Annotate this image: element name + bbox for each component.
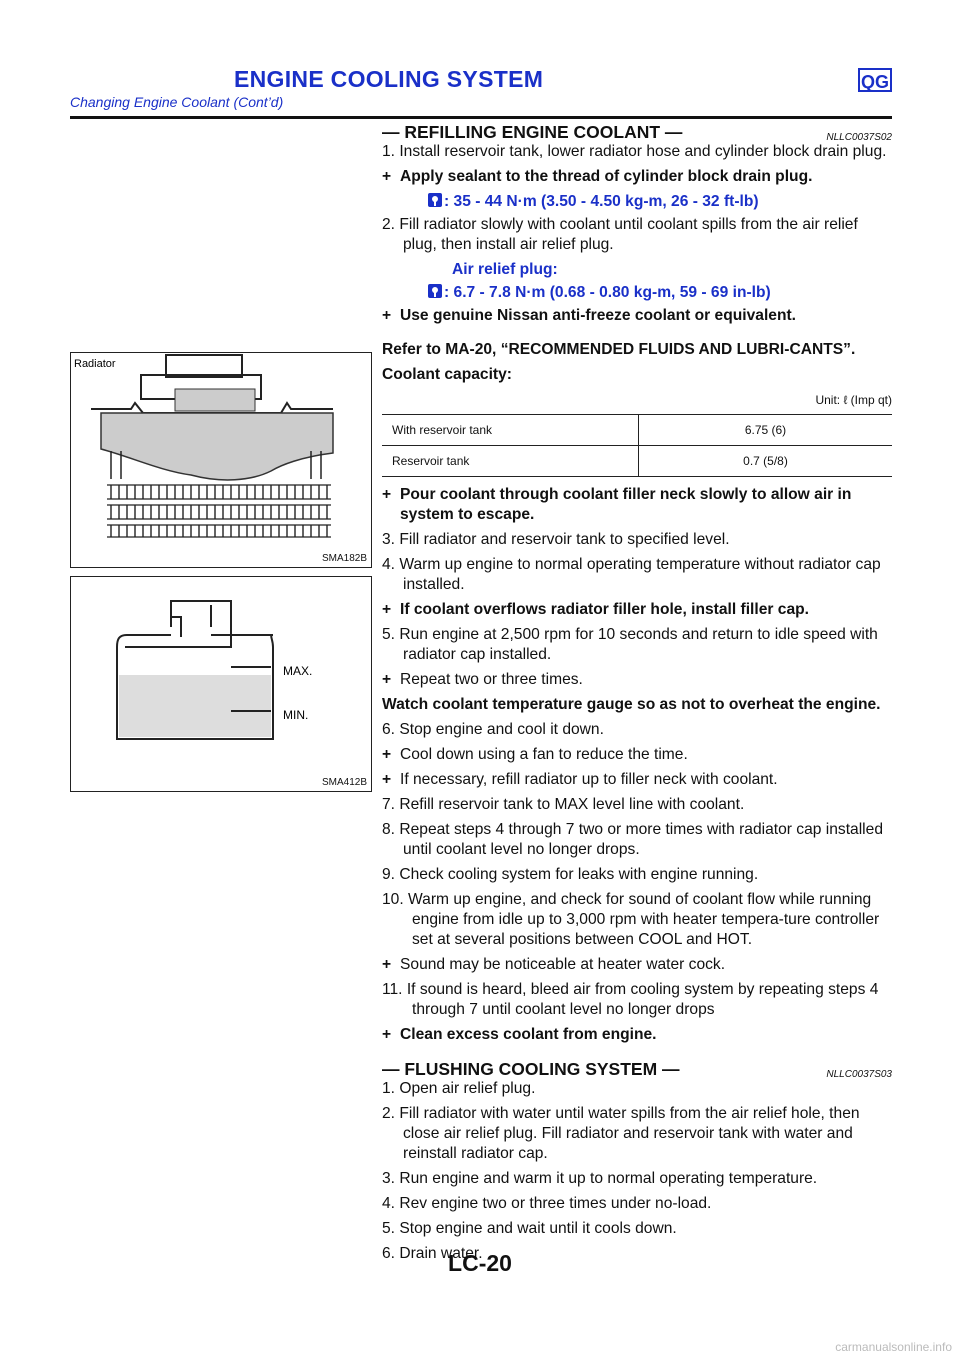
cross-bullet-icon: +: [382, 601, 392, 618]
refill-section: [382, 122, 892, 1269]
section-title: ENGINE COOLING SYSTEM: [234, 66, 544, 92]
radiator-label: Radiator: [74, 358, 116, 370]
figure-code: SMA182B: [321, 553, 367, 564]
air-relief-label: Air relief plug:: [452, 261, 558, 278]
cross-bullet-icon: +: [382, 771, 392, 788]
step-text: 4. Rev engine two or three times under no-load.: [382, 1195, 712, 1212]
torque-wrench-icon: [428, 284, 442, 298]
cross-bullet-icon: +: [382, 168, 392, 185]
bullet-item: + Pour coolant through coolant filler neck slowly to allow air in system to escape.: [382, 486, 852, 523]
cross-bullet-icon: +: [382, 746, 392, 763]
step-text: 1. Open air relief plug.: [382, 1080, 536, 1097]
figure-code: SMA412B: [321, 777, 367, 788]
bullet-item: + Apply sealant to the thread of cylinder block drain plug.: [382, 168, 813, 185]
flush-heading: — FLUSHING COOLING SYSTEM — NLLC0037S03: [382, 1059, 892, 1079]
step-text: 3. Run engine and warm it up to normal operating temperature.: [382, 1170, 818, 1187]
unit-label: Unit: ℓ (Imp qt): [815, 393, 892, 407]
cross-bullet-icon: +: [382, 307, 392, 324]
bullet-item: + If necessary, refill radiator up to filler neck with coolant.: [382, 771, 778, 788]
section-code: NLLC0037S03: [826, 1069, 892, 1080]
coolant-capacity-table: [382, 414, 892, 477]
step-text: 2. Fill radiator with water until water spills from the air relief hole, then close air relief plug. Fill radiator and reservoir tank with water and reinstall radiator cap.: [382, 1105, 860, 1162]
cross-bullet-icon: +: [382, 1026, 392, 1043]
step-text: 5. Run engine at 2,500 rpm for 10 seconds and return to idle speed with radiator cap installed.: [382, 626, 878, 663]
header-divider: [70, 116, 892, 119]
min-level-label: MIN.: [283, 708, 309, 722]
radiator-illustration: [71, 353, 371, 567]
bullet-item: + If coolant overflows radiator filler hole, install filler cap.: [382, 601, 809, 618]
step-text: 11. If sound is heard, bleed air from cooling system by repeating steps 4 through 7 until coolant level no longer drops: [382, 981, 879, 1018]
step-text: 6. Stop engine and cool it down.: [382, 721, 604, 738]
table-row: Reservoir tank 0.7 (5/8): [382, 446, 892, 477]
bullet-item: + Repeat two or three times.: [382, 671, 583, 688]
step-text: 2. Fill radiator slowly with coolant until coolant spills from the air relief plug, then install air relief plug.: [382, 216, 858, 253]
step-text: 1. Install reservoir tank, lower radiator hose and cylinder block drain plug.: [382, 143, 887, 160]
cross-bullet-icon: +: [382, 956, 392, 973]
step-text: 5. Stop engine and wait until it cools down.: [382, 1220, 677, 1237]
refill-heading: — REFILLING ENGINE COOLANT — NLLC0037S02: [382, 122, 892, 142]
step-text: 6. Drain water.: [382, 1245, 483, 1262]
step-text: 10. Warm up engine, and check for sound of coolant flow while running engine from idle up to 3,000 rpm with heater tempera-ture controller set at several positions between COOL and HOT.: [382, 891, 880, 948]
bullet-item: + Sound may be noticeable at heater water cock.: [382, 956, 726, 973]
cross-bullet-icon: +: [382, 671, 392, 688]
torque-wrench-icon: [428, 193, 442, 207]
max-level-label: MAX.: [283, 664, 313, 678]
step-text: 7. Refill reservoir tank to MAX level line with coolant.: [382, 796, 745, 813]
bullet-item: + Use genuine Nissan anti-freeze coolant or equivalent.: [382, 307, 797, 324]
radiator-figure: [70, 352, 372, 568]
step-text: 8. Repeat steps 4 through 7 two or more times with radiator cap installed until coolant level no longer drops.: [382, 821, 883, 858]
step-text: 9. Check cooling system for leaks with engine running.: [382, 866, 759, 883]
capacity-label: Coolant capacity:: [382, 366, 512, 383]
site-watermark: carmanualsonline.info: [835, 1340, 952, 1354]
table-row: With reservoir tank 6.75 (6): [382, 415, 892, 446]
reservoir-figure: [70, 576, 372, 792]
step-text: 4. Warm up engine to normal operating temperature without radiator cap installed.: [382, 556, 881, 593]
reference-text: Refer to MA-20, “RECOMMENDED FLUIDS AND LUBRI-CANTS”.: [382, 341, 856, 358]
section-code: NLLC0037S02: [826, 132, 892, 143]
section-subtitle: Changing Engine Coolant (Cont’d): [70, 94, 284, 110]
bullet-item: + Clean excess coolant from engine.: [382, 1026, 657, 1043]
page-number: LC-20: [448, 1250, 512, 1276]
bullet-item: + Cool down using a fan to reduce the time.: [382, 746, 688, 763]
torque-spec: : 35 - 44 N·m (3.50 - 4.50 kg-m, 26 - 32 ft-lb): [382, 192, 892, 212]
step-text: 3. Fill radiator and reservoir tank to specified level.: [382, 531, 730, 548]
reservoir-illustration: [71, 577, 371, 791]
engine-badge: QG: [858, 68, 892, 92]
torque-spec: : 6.7 - 7.8 N·m (0.68 - 0.80 kg-m, 59 - 69 in-lb): [382, 283, 892, 303]
warning-text: Watch coolant temperature gauge so as not to overheat the engine.: [382, 696, 881, 713]
cross-bullet-icon: +: [382, 486, 392, 503]
